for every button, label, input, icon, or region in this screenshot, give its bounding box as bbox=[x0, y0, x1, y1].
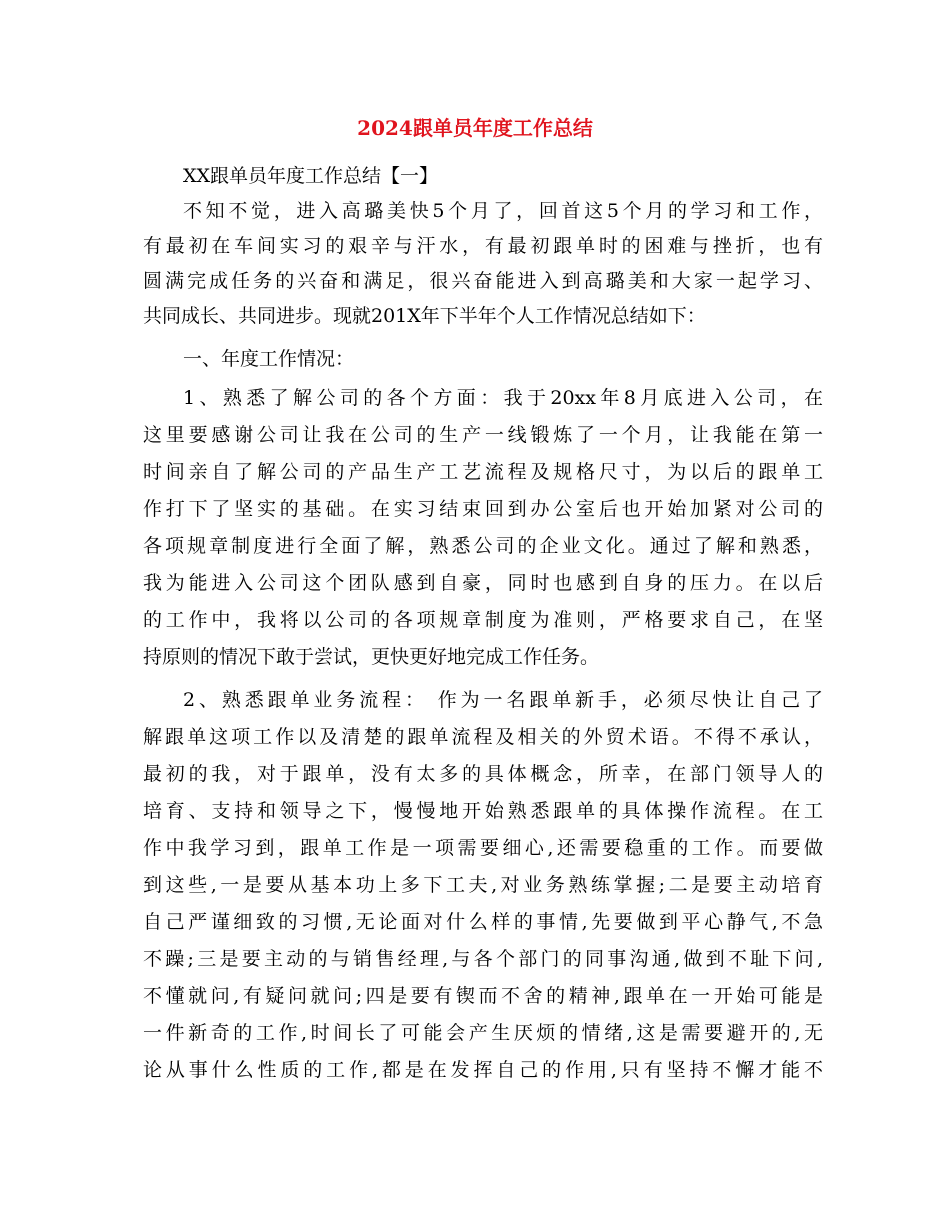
paragraph-line: 圆满完成任务的兴奋和满足，很兴奋能进入到高璐美和大家一起学习、 bbox=[143, 270, 823, 292]
document-title: 2024跟单员年度工作总结 bbox=[357, 116, 593, 140]
paragraph-line: 不懂就问,有疑问就问;四是要有锲而不舍的精神,跟单在一开始可能是 bbox=[143, 985, 823, 1007]
paragraph-line: 2、熟悉跟单业务流程： 作为一名跟单新手，必须尽快让自己了 bbox=[183, 689, 823, 711]
subheading: 一、年度工作情况： bbox=[183, 348, 355, 370]
paragraph-line: 作打下了坚实的基础。在实习结束回到办公室后也开始加紧对公司的 bbox=[143, 498, 823, 520]
paragraph-line: 不知不觉，进入高璐美快5个月了，回首这5个月的学习和工作， bbox=[183, 200, 823, 222]
paragraph-line: 培育、支持和领导之下，慢慢地开始熟悉跟单的具体操作流程。在工 bbox=[143, 800, 823, 822]
paragraph-line: 论从事什么性质的工作,都是在发挥自己的作用,只有坚持不懈才能不 bbox=[143, 1059, 823, 1081]
paragraph-line: 不躁;三是要主动的与销售经理,与各个部门的同事沟通,做到不耻下问, bbox=[143, 948, 823, 970]
section-heading: XX跟单员年度工作总结【一】 bbox=[183, 165, 439, 187]
paragraph-line: 各项规章制度进行全面了解，熟悉公司的企业文化。通过了解和熟悉， bbox=[143, 535, 823, 557]
paragraph-line: 的工作中，我将以公司的各项规章制度为准则，严格要求自己，在坚 bbox=[143, 609, 823, 631]
paragraph-line: 这里要感谢公司让我在公司的生产一线锻炼了一个月，让我能在第一 bbox=[143, 424, 823, 446]
paragraph-line: 解跟单这项工作以及清楚的跟单流程及相关的外贸术语。不得不承认， bbox=[143, 726, 823, 748]
paragraph-line: 时间亲自了解公司的产品生产工艺流程及规格尺寸，为以后的跟单工 bbox=[143, 461, 823, 483]
paragraph-line: 自己严谨细致的习惯,无论面对什么样的事情,先要做到平心静气,不急 bbox=[143, 911, 823, 933]
paragraph-line: 共同成长、共同进步。现就201X年下半年个人工作情况总结如下： bbox=[143, 305, 706, 327]
paragraph-line: 1、熟悉了解公司的各个方面：我于20xx年8月底进入公司，在 bbox=[183, 387, 823, 409]
paragraph-line: 到这些,一是要从基本功上多下工夫,对业务熟练掌握;二是要主动培育 bbox=[143, 874, 823, 896]
paragraph-line: 最初的我，对于跟单，没有太多的具体概念，所幸，在部门领导人的 bbox=[143, 763, 823, 785]
paragraph-line: 持原则的情况下敢于尝试，更快更好地完成工作任务。 bbox=[143, 646, 600, 668]
paragraph-line: 我为能进入公司这个团队感到自豪，同时也感到自身的压力。在以后 bbox=[143, 572, 823, 594]
paragraph-line: 作中我学习到，跟单工作是一项需要细心,还需要稳重的工作。而要做 bbox=[143, 837, 823, 859]
paragraph-line: 有最初在车间实习的艰辛与汗水，有最初跟单时的困难与挫折，也有 bbox=[143, 235, 823, 257]
paragraph-line: 一件新奇的工作,时间长了可能会产生厌烦的情绪,这是需要避开的,无 bbox=[143, 1022, 823, 1044]
